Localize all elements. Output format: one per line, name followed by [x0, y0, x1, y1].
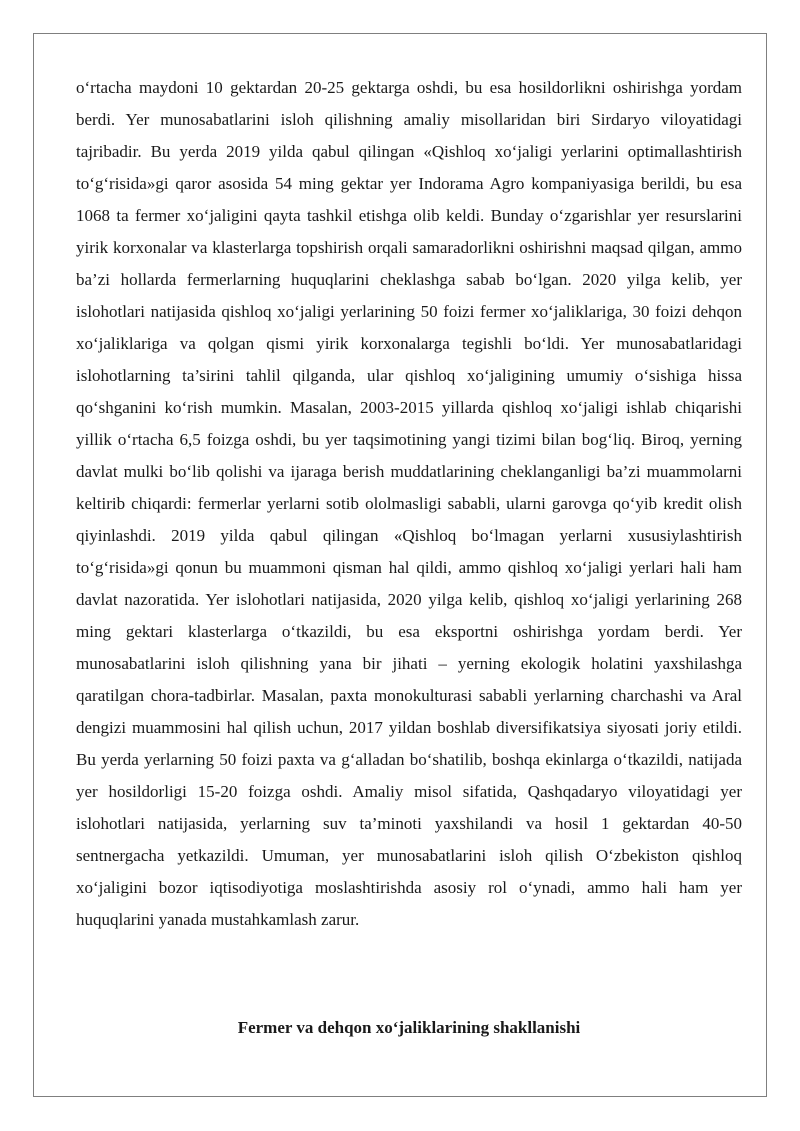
body-paragraph: o‘rtacha maydoni 10 gektardan 20-25 gektarga oshdi, bu esa hosildorlikni oshirishga yordam berdi. Yer munosabatlarini isloh qilishning amaliy misollaridan biri Sirdaryo viloyatidagi tajribadir. Bu yerda 2019 yilda qabul qilingan «Qishloq xo‘jaligi yerlarini optimallashtirish to‘g‘risida»gi qaror asosida 54 ming gektar yer Indorama Agro kompaniyasiga berildi, bu esa 1068 ta fermer xo‘jaligini qayta tashkil etishga olib keldi. Bunday o‘zgarishlar yer resurslarini yirik korxonalar va klasterlarga topshirish orqali samaradorlikni oshirishni maqsad qilgan, ammo ba’zi hollarda fermerlarning huquqlarini cheklashga sabab bo‘lgan. 2020 yilga kelib, yer islohotlari natijasida qishloq xo‘jaligi yerlarining 50 foizi fermer xo‘jaliklariga, 30 foizi dehqon xo‘jaliklariga va qolgan qismi yirik korxonalarga tegishli bo‘ldi. Yer munosabatlaridagi islohotlarning ta’sirini tahlil qilganda, ular qishloq xo‘jaligining umumiy o‘sishiga hissa qo‘shganini ko‘rish mumkin. Masalan, 2003-2015 yillarda qishloq xo‘jaligi ishlab chiqarishi yillik o‘rtacha 6,5 foizga oshdi, bu yer taqsimotining yangi tizimi bilan bog‘liq. Biroq, yerning davlat mulki bo‘lib qolishi va ijaraga berish muddatlarining cheklanganligi ba’zi muammolarni keltirib chiqardi: fermerlar yerlarni sotib ololmasligi sababli, ularni garovga qo‘yib kredit olish qiyinlashdi. 2019 yilda qabul qilingan «Qishloq bo‘lmagan yerlarni xususiylashtirish to‘g‘risida»gi qonun bu muammoni qisman hal qildi, ammo qishloq xo‘jaligi yerlari hali ham davlat nazoratida. Yer islohotlari natijasida, 2020 yilga kelib, qishloq xo‘jaligi yerlarining 268 ming gektari klasterlarga o‘tkazildi, bu esa eksportni oshirishga yordam berdi. Yer munosabatlarini isloh qilishning yana bir jihati – yerning ekologik holatini yaxshilashga qaratilgan chora-tadbirlar. Masalan, paxta monokulturasi sababli yerlarning charchashi va Aral dengizi muammosini hal qilish uchun, 2017 yildan boshlab diversifikatsiya siyosati joriy etildi. Bu yerda yerlarning 50 foizi paxta va g‘alladan bo‘shatilib, boshqa ekinlarga o‘tkazildi, natijada yer hosildorligi 15-20 foizga oshdi. Amaliy misol sifatida, Qashqadaryo viloyatidagi yer islohotlari natijasida, yerlarning suv ta’minoti yaxshilandi va hosil 1 gektardan 40-50 sentnergacha yetkazildi. Umuman, yer munosabatlarini isloh qilish O‘zbekiston qishloq xo‘jaligini bozor iqtisodiyotiga moslashtirishda asosiy rol o‘ynadi, ammo hali ham yer huquqlarini yanada mustahkamlash zarur.	[76, 78, 742, 929]
section-heading: Fermer va dehqon xo‘jaliklarining shakllanishi	[237, 1018, 581, 1037]
